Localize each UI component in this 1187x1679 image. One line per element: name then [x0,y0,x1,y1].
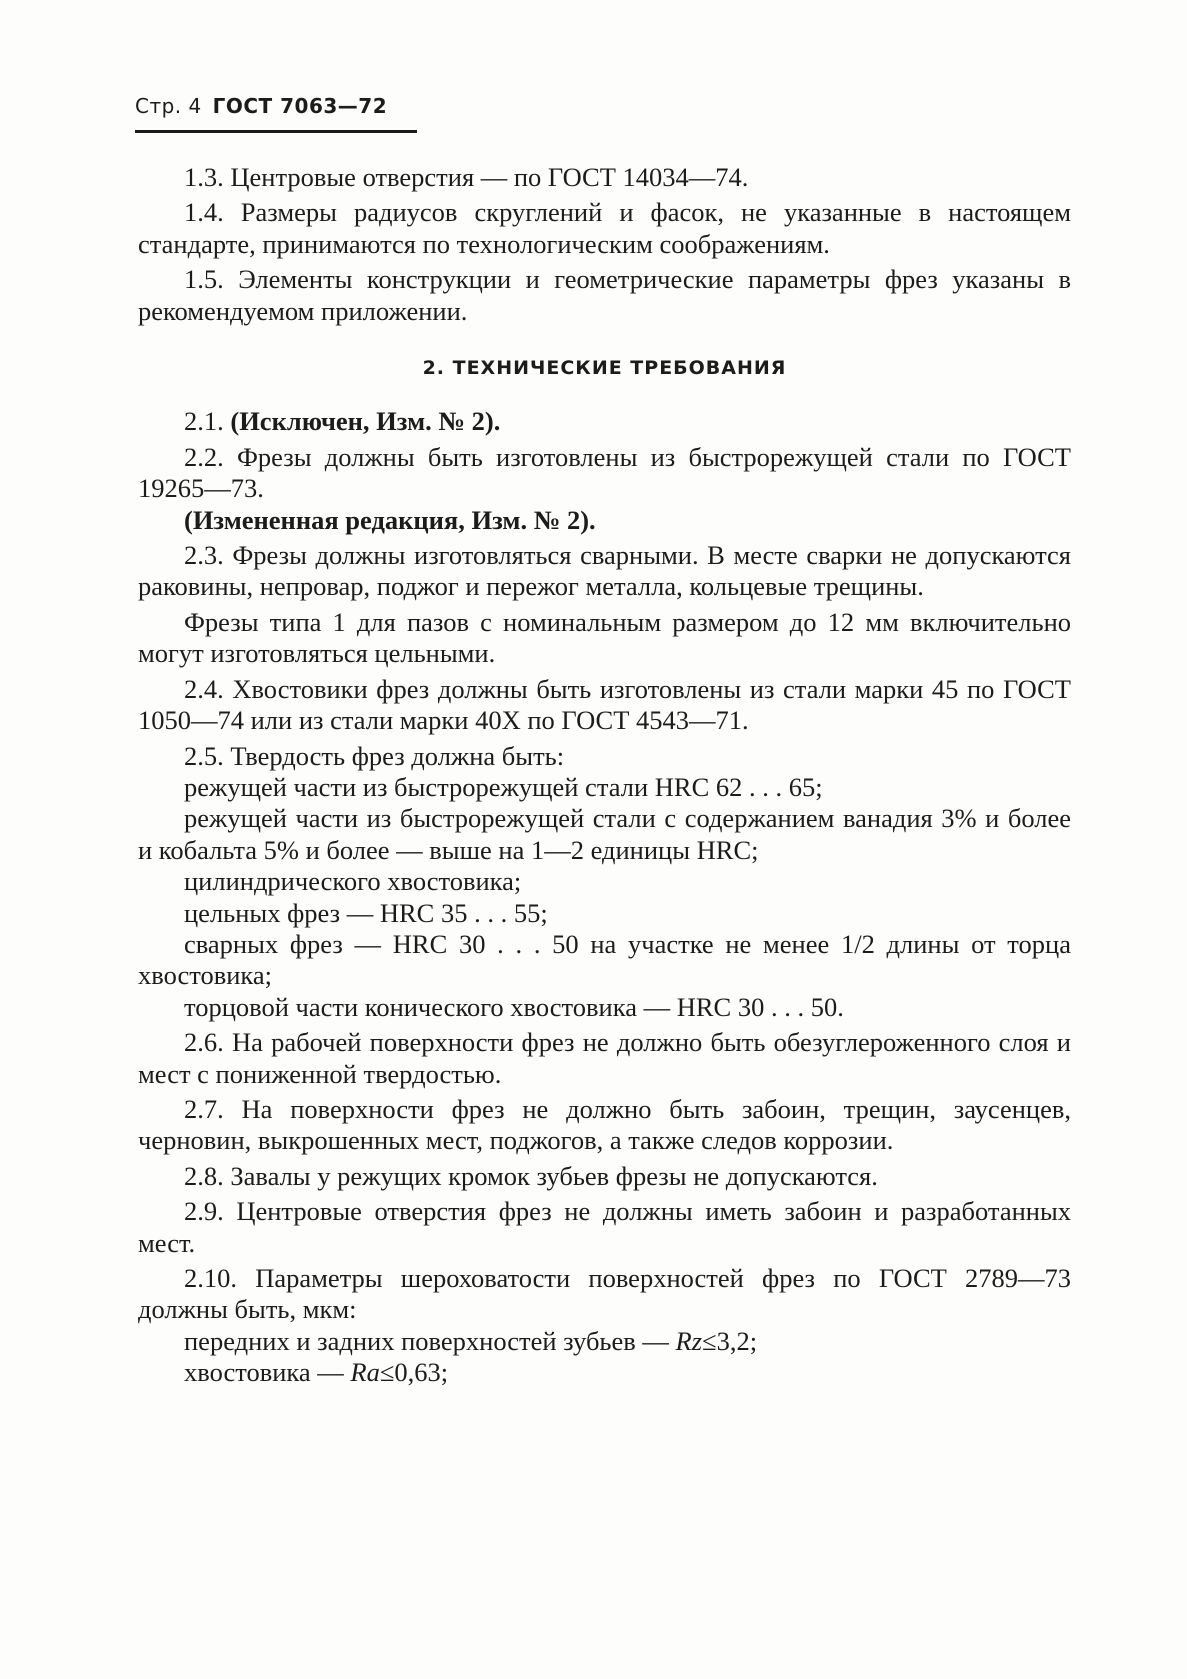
roughness-item [138,1357,1071,1388]
paragraph-2-1 [138,406,1071,437]
hardness-item: цельных фрез — HRC 35 . . . 55; [184,897,548,928]
paragraph-2-8: 2.8. Завалы у режущих кромок зубьев фрезы не допускаются. [184,1160,878,1191]
paragraph-1-3: 1.3. Центровые отверстия — по ГОСТ 14034—74. [184,162,749,192]
hardness-item: режущей части из быстрорежущей стали с содержанием ванадия 3% и более и кобальта 5% и более — выше на 1—2 единицы HRC; [138,803,1071,865]
roughness-value: ≤0,63; [379,1357,449,1388]
paragraph-2-4: 2.4. Хвостовики фрез должны быть изготовлены из стали марки 45 по ГОСТ 1050—74 или из стали марки 40Х по ГОСТ 4543—71. [138,673,1071,736]
paragraph-2-2-amendment: (Измененная редакция, Изм. № 2). [184,504,596,535]
roughness-symbol: Rz [675,1325,703,1356]
paragraph-2-3-continued: Фрезы типа 1 для пазов с номинальным размером до 12 мм включительно могут изготовляться цельными. [138,606,1071,669]
paragraph-1-4: 1.4. Размеры радиусов скруглений и фасок, не указанные в настоящем стандарте, принимаются по технологическим соображениям. [138,197,1071,259]
paragraph-2-10: 2.10. Параметры шероховатости поверхностей фрез по ГОСТ 2789—73 должны быть, мкм: [138,1263,1071,1325]
paragraph-2-9: 2.9. Центровые отверстия фрез не должны иметь забоин и разработанных мест. [138,1196,1071,1258]
paragraph-2-7: 2.7. На поверхности фрез не должно быть забоин, трещин, заусенцев, черновин, выкрошенных мест, поджогов, а также следов коррозии. [138,1093,1071,1156]
paragraph-2-1-excluded: (Исключен, Изм. № 2). [230,406,501,437]
document-body [138,162,1071,1389]
roughness-item-text: хвостовика — [184,1357,351,1388]
roughness-value: ≤3,2; [702,1325,758,1356]
hardness-item: режущей части из быстрорежущей стали HRC 62 . . . 65; [184,771,823,802]
section-title: 2. ТЕХНИЧЕСКИЕ ТРЕБОВАНИЯ [422,357,787,380]
page-header [135,94,387,118]
paragraph-2-1-number: 2.1. [184,406,224,437]
roughness-symbol: Ra [350,1357,380,1388]
roughness-item-text: передних и задних поверхностей зубьев — [184,1325,676,1356]
page-number: Стр. 4 [135,94,202,118]
paragraph-2-3: 2.3. Фрезы должны изготовляться сварными. В месте сварки не допускаются раковины, непровар, поджог и пережог металла, кольцевые трещины. [138,540,1071,602]
hardness-item: торцовой части конического хвостовика — HRC 30 . . . 50. [184,991,844,1022]
paragraph-2-6: 2.6. На рабочей поверхности фрез не должно быть обезуглероженного слоя и мест с пониженной твердостью. [138,1027,1071,1089]
hardness-item: сварных фрез — HRC 30 . . . 50 на участке не менее 1/2 длины от торца хвостовика; [138,928,1071,991]
paragraph-2-5: 2.5. Твердость фрез должна быть: [184,740,565,771]
paragraph-2-2: 2.2. Фрезы должны быть изготовлены из быстрорежущей стали по ГОСТ 19265—73. [138,441,1071,504]
roughness-item [138,1326,1071,1357]
paragraph-1-5: 1.5. Элементы конструкции и геометрические параметры фрез указаны в рекомендуемом приложении. [138,264,1071,326]
header-rule [135,130,417,133]
hardness-item: цилиндрического хвостовика; [184,866,522,897]
document-code: ГОСТ 7063—72 [212,94,388,118]
